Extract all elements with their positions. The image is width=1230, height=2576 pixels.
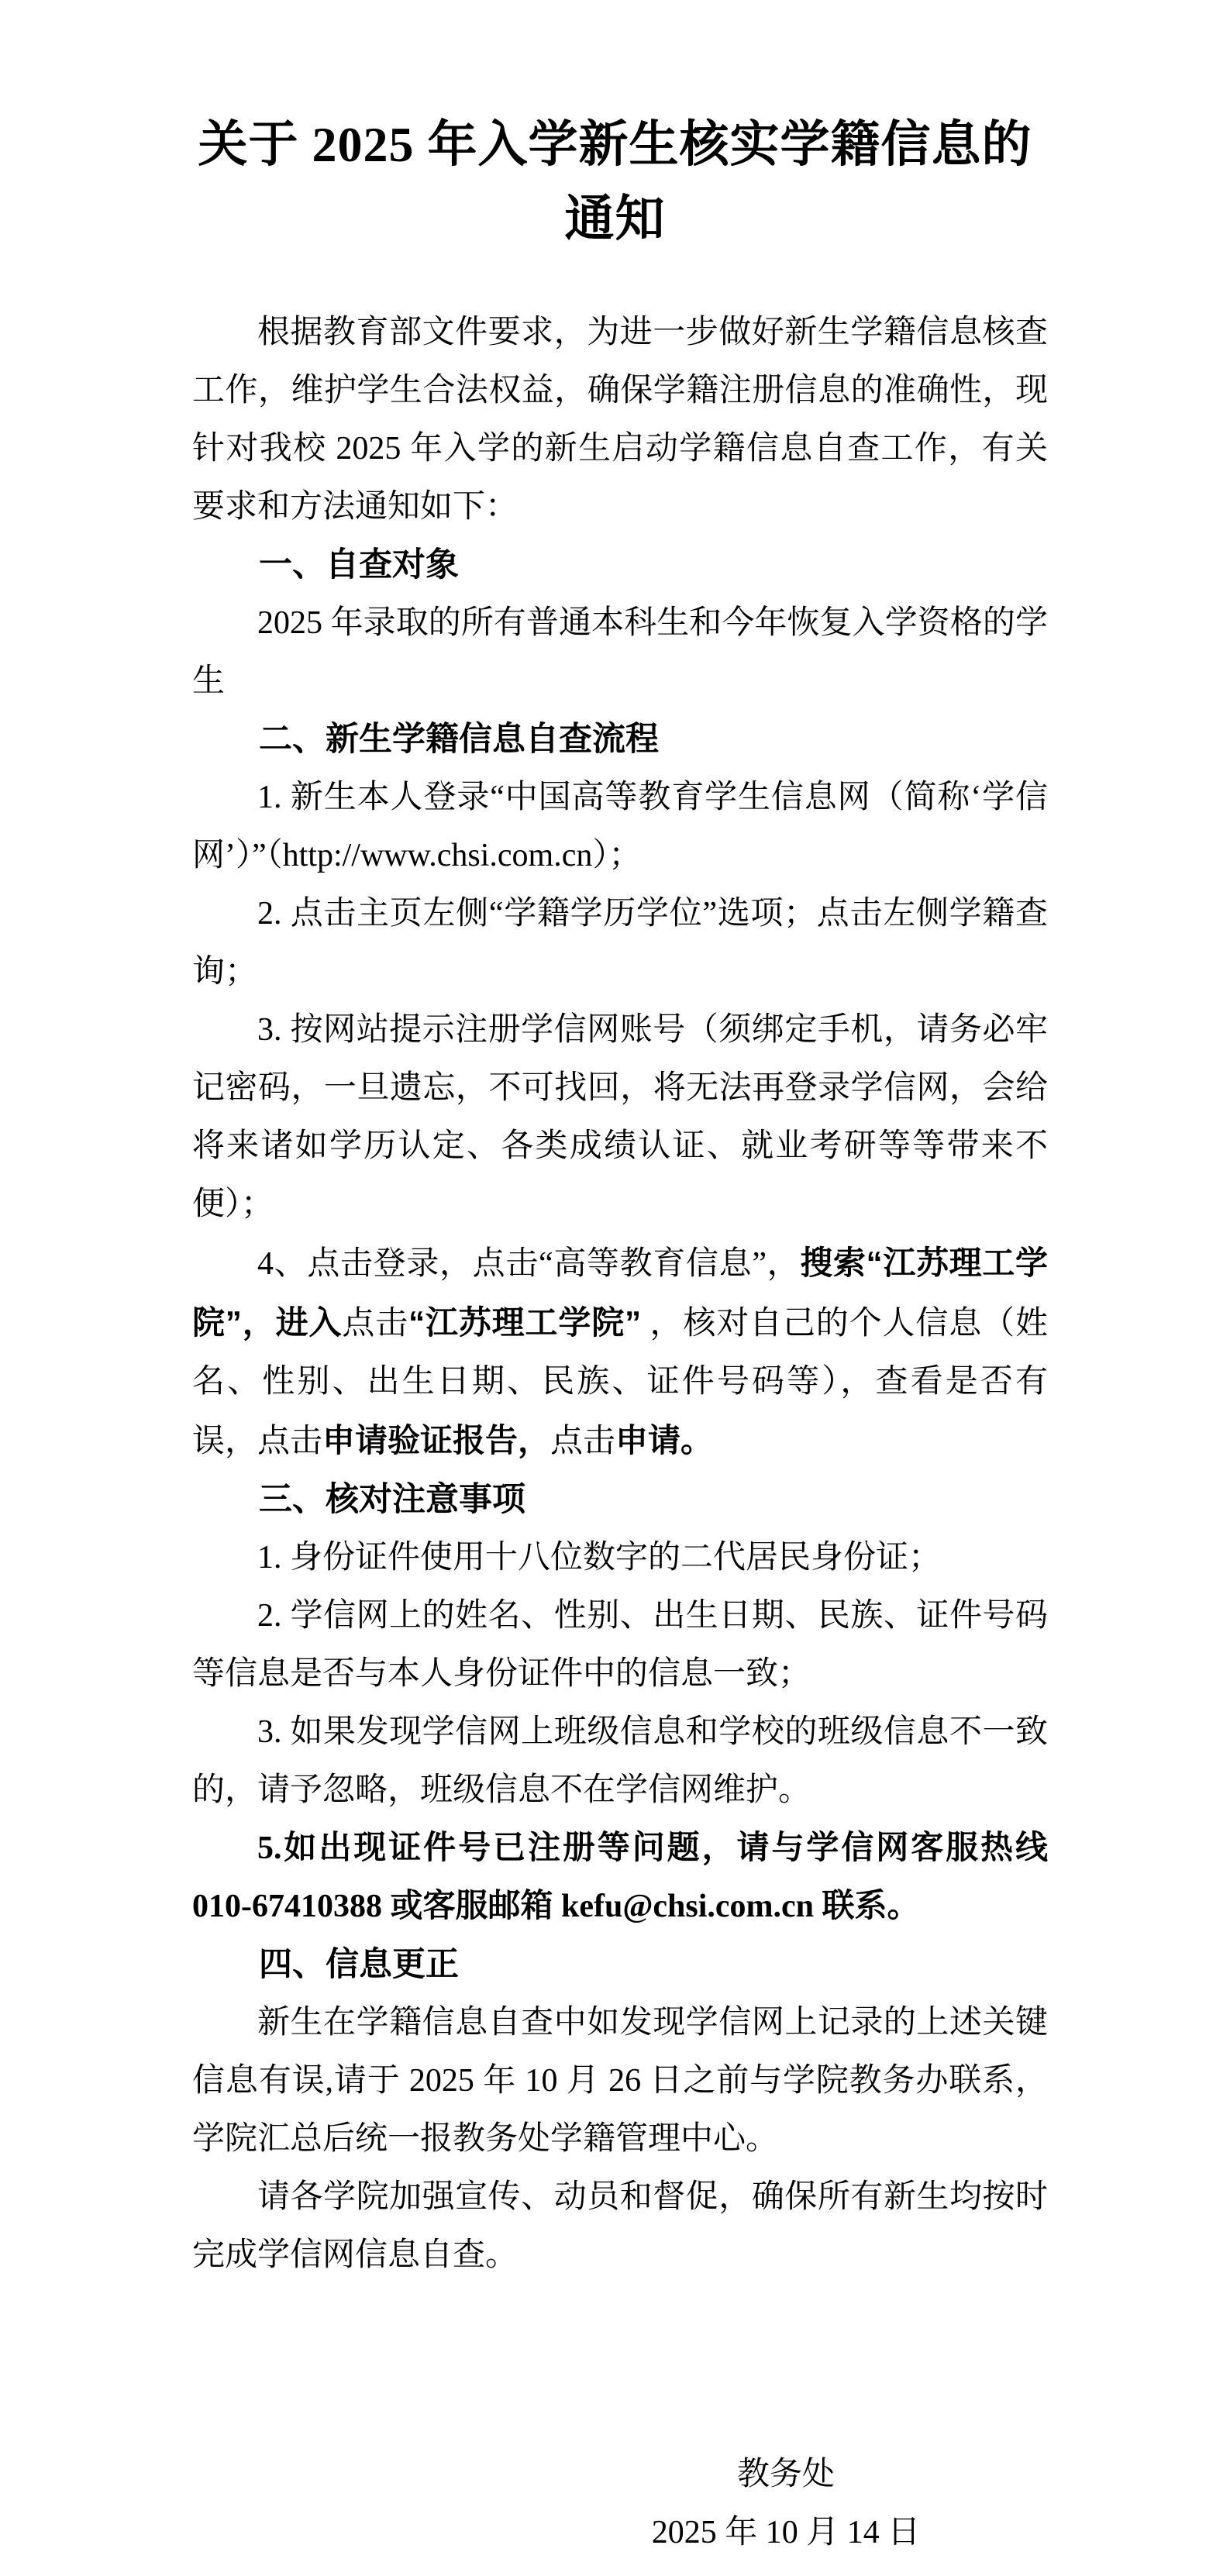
signature-block xyxy=(522,2446,1049,2562)
section-heading-3: 三、核对注意事项 xyxy=(259,1481,525,1518)
run-step4-check-info: ，核对自己的个人信息（姓名、性别、出生日期、民族、证件号码等），查看是否有误，点击 xyxy=(192,1306,1048,1459)
note-5-hotline: 5.如出现证件号已注册等问题，请与学信网客服热线 010-67410388 或客服邮箱 kefu@chsi.com.cn 联系。 xyxy=(192,1830,1048,1924)
run-step4-click: 点击 xyxy=(342,1306,409,1341)
notice-body xyxy=(192,304,1048,2562)
run-step4-search-school: 搜索“江苏理工学院”，进入 xyxy=(192,1245,1048,1341)
section-heading-1: 一、自查对象 xyxy=(259,546,459,584)
run-step4-apply: 申请。 xyxy=(615,1422,714,1458)
step-4-verify-info xyxy=(192,1234,1048,1471)
run-step4-prefix: 4、点击登录，点击“高等教育信息”， xyxy=(257,1246,801,1282)
section-heading-2: 二、新生学籍信息自查流程 xyxy=(259,721,659,758)
paragraph-correction: 新生在学籍信息自查中如发现学信网上记录的上述关键信息有误,请于 2025 年 10 月 26 日之前与学院教务办联系，学院汇总后统一报教务处学籍管理中心。 xyxy=(192,2005,1048,2157)
signature-date: 2025 年 10 月 14 日 xyxy=(651,2515,921,2550)
note-3-class-info: 3. 如果发现学信网上班级信息和学校的班级信息不一致的，请予忽略，班级信息不在学信网维护。 xyxy=(192,1714,1048,1808)
note-1-id-card: 1. 身份证件使用十八位数字的二代居民身份证； xyxy=(257,1540,942,1576)
section-heading-4: 四、信息更正 xyxy=(259,1946,459,1983)
paragraph-scope: 2025 年录取的所有普通本科生和今年恢复入学资格的学生 xyxy=(192,605,1048,699)
step-1-login-chsi: 1. 新生本人登录“中国高等教育学生信息网（简称‘学信网’）”（http://www.chsi.com.cn）； xyxy=(192,780,1048,873)
step-3-register-account: 3. 按网站提示注册学信网账号（须绑定手机，请务必牢记密码，一旦遗忘，不可找回，将无法再登录学信网，会给将来诸如学历认定、各类成绩认证、就业考研等等带来不便）； xyxy=(192,1012,1048,1222)
run-step4-school-name: “江苏理工学院” xyxy=(408,1304,642,1341)
run-step4-apply-report: 申请验证报告， xyxy=(322,1422,551,1458)
paragraph-intro: 根据教育部文件要求，为进一步做好新生学籍信息核查工作，维护学生合法权益，确保学籍注册信息的准确性，现针对我校 2025 年入学的新生启动学籍信息自查工作，有关要求和方法通知如下： xyxy=(192,315,1048,525)
signature-org: 教务处 xyxy=(736,2457,835,2492)
notice-title: 关于 2025 年入学新生核实学籍信息的通知 xyxy=(198,117,1032,246)
step-2-click-menu: 2. 点击主页左侧“学籍学历学位”选项；点击左侧学籍查询； xyxy=(192,896,1048,990)
paragraph-closing: 请各学院加强宣传、动员和督促，确保所有新生均按时完成学信网信息自查。 xyxy=(192,2179,1048,2273)
run-step4-click-2: 点击 xyxy=(550,1424,616,1459)
note-2-info-match: 2. 学信网上的姓名、性别、出生日期、民族、证件号码等信息是否与本人身份证件中的信息一致； xyxy=(192,1598,1048,1692)
